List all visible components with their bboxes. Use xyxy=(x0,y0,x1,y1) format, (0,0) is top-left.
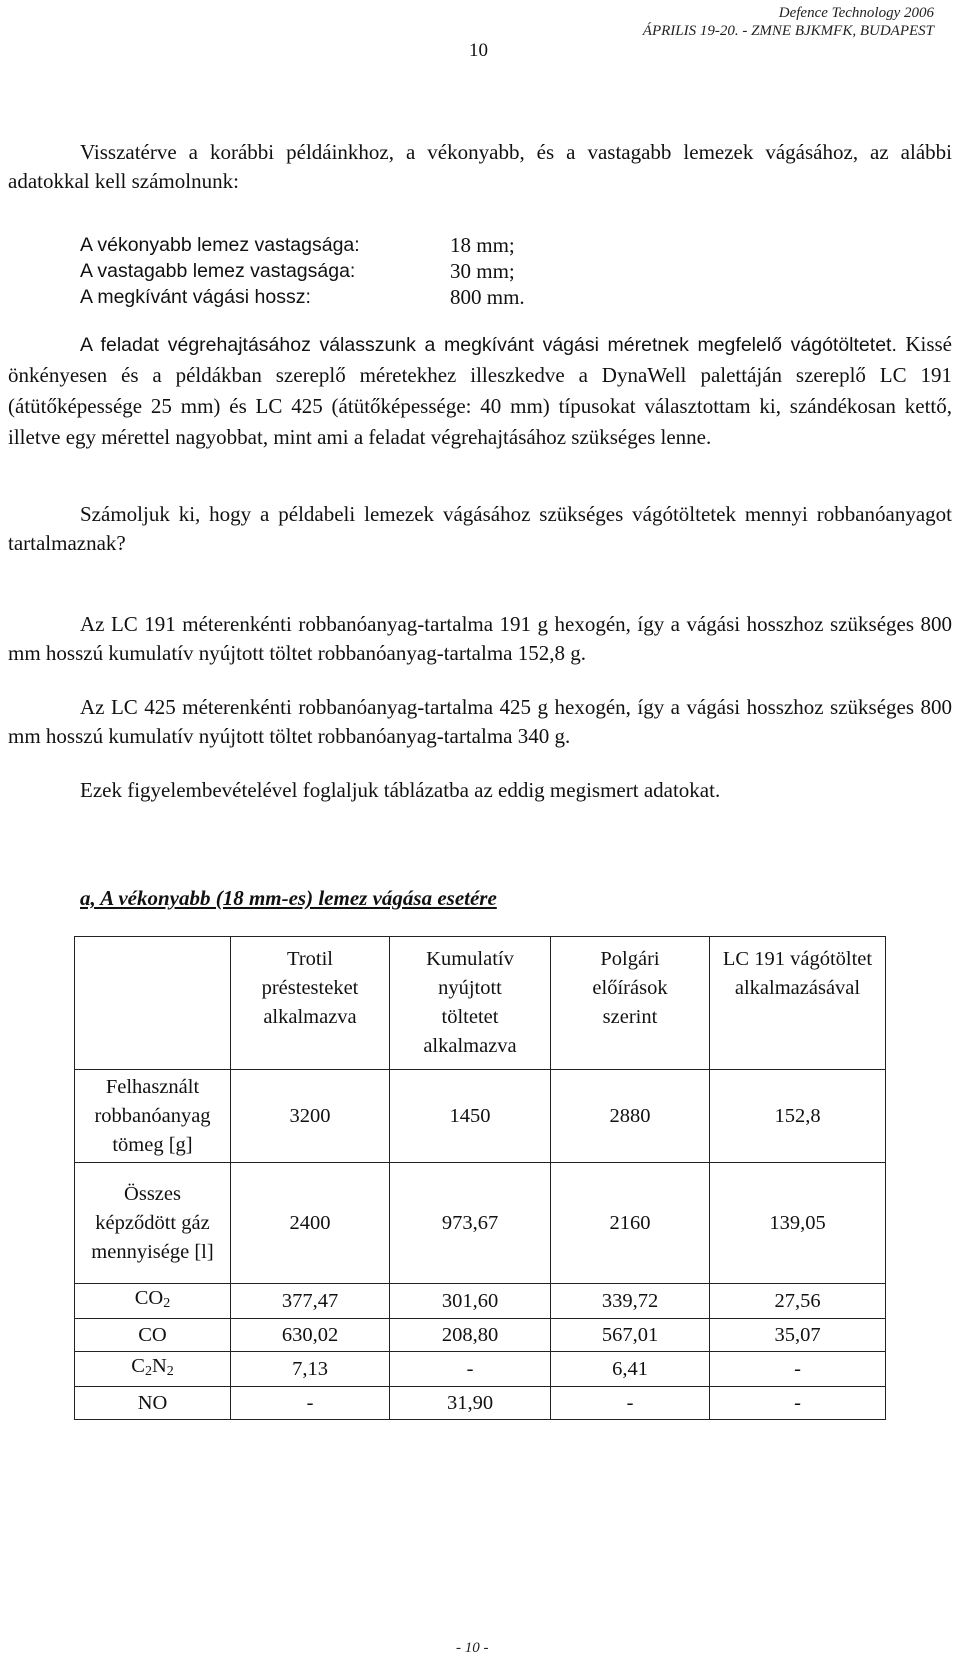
table-row xyxy=(75,1284,886,1319)
running-header xyxy=(643,4,934,40)
table-cell: 6,41 xyxy=(551,1352,710,1387)
dimension-row xyxy=(80,284,525,310)
dimension-label: A megkívánt vágási hossz: xyxy=(80,286,311,308)
intro-paragraph: Visszatérve a korábbi példáinkhoz, a vékonyabb, és a vastagabb lemezek vágásához, az alábbi adatokkal kell számolnunk: xyxy=(8,140,952,193)
column-header: Polgári előírások szerint xyxy=(551,937,710,1070)
dimension-value: 30 mm; xyxy=(450,259,515,283)
row-header: NO xyxy=(75,1387,231,1420)
table-cell: - xyxy=(390,1352,551,1387)
table-cell: 567,01 xyxy=(551,1319,710,1352)
table-row xyxy=(75,1352,886,1387)
dimension-row xyxy=(80,232,525,258)
dimension-label: A vékonyabb lemez vastagsága: xyxy=(80,234,360,256)
table-row xyxy=(75,1319,886,1352)
column-header: LC 191 vágótöltet alkalmazásával xyxy=(710,937,886,1070)
column-header: Kumulatív nyújtott töltetet alkalmazva xyxy=(390,937,551,1070)
table-cell: 2160 xyxy=(551,1163,710,1284)
section-title: a, A vékonyabb (18 mm-es) lemez vágása esetére xyxy=(80,886,497,910)
table-row xyxy=(75,1070,886,1163)
dimension-row xyxy=(80,258,525,284)
lc425-paragraph: Az LC 425 méterenkénti robbanóanyag-tartalma 425 g hexogén, így a vágási hosszhoz szükséges 800 mm hosszú kumulatív nyújtott töltet robbanóanyag-tartalma 340 g. xyxy=(8,695,952,748)
lc191-paragraph: Az LC 191 méterenkénti robbanóanyag-tartalma 191 g hexogén, így a vágási hosszhoz szükséges 800 mm hosszú kumulatív nyújtott töltet robbanóanyag-tartalma 152,8 g. xyxy=(8,612,952,665)
conference-date-place: ÁPRILIS 19-20. - ZMNE BJKMFK, BUDAPEST xyxy=(642,23,934,39)
row-header: Összes képződött gáz mennyisége [l] xyxy=(75,1163,231,1284)
table-cell: 3200 xyxy=(231,1070,390,1163)
summary-paragraph: Ezek figyelembevételével foglaljuk táblázatba az eddig megismert adatokat. xyxy=(80,778,721,802)
table-cell: 1450 xyxy=(390,1070,551,1163)
data-table xyxy=(74,936,886,1420)
footer-page-number: - 10 - xyxy=(456,1640,489,1656)
table-cell: 35,07 xyxy=(710,1319,886,1352)
table-cell: - xyxy=(551,1387,710,1420)
table-cell: 339,72 xyxy=(551,1284,710,1319)
table-cell: 27,56 xyxy=(710,1284,886,1319)
choose-text-part1: A feladat végrehajtásához válasszunk a megkívánt vágási méretnek megfelelő vágótöltetet. xyxy=(80,334,897,356)
dimension-value: 18 mm; xyxy=(450,233,515,257)
table-cell: 630,02 xyxy=(231,1319,390,1352)
row-header: $CO_2$ xyxy=(75,1284,231,1319)
table-cell: 152,8 xyxy=(710,1070,886,1163)
table-header-row xyxy=(75,937,886,1070)
choose-paragraph xyxy=(8,329,952,453)
table-cell: - xyxy=(710,1387,886,1420)
table-corner-cell xyxy=(75,937,231,1070)
conference-name: Defence Technology 2006 xyxy=(778,5,934,21)
table-cell: - xyxy=(710,1352,886,1387)
table-cell: 2880 xyxy=(551,1070,710,1163)
choose-text-part2: Kissé önkényesen és a példákban szereplő méretekhez illeszkedve a DynaWell xyxy=(8,332,952,387)
row-header: CO xyxy=(75,1319,231,1352)
choose-text-part3: palettáján szereplő LC 191 (átütőképessége 25 mm) és LC 425 (átütőképessége: 40 mm) típusokat választottam ki, szándékosan kettő, illetve egy mérettel nagyobbat, mint ami a feladat végrehajtásához szükséges lenne. xyxy=(8,363,952,449)
row-header: Felhasznált robbanóanyag tömeg [g] xyxy=(75,1070,231,1163)
table-cell: 973,67 xyxy=(390,1163,551,1284)
table-cell: 377,47 xyxy=(231,1284,390,1319)
dimension-value: 800 mm. xyxy=(450,285,525,309)
table-cell: 31,90 xyxy=(390,1387,551,1420)
column-header: Trotil préstesteket alkalmazva xyxy=(231,937,390,1070)
table-row xyxy=(75,1163,886,1284)
header-page-number: 10 xyxy=(469,40,488,61)
row-header: $C_2N_2$ xyxy=(75,1352,231,1387)
table-cell: 301,60 xyxy=(390,1284,551,1319)
table-row xyxy=(75,1387,886,1420)
table-cell: 2400 xyxy=(231,1163,390,1284)
question-paragraph: Számoljuk ki, hogy a példabeli lemezek vágásához szükséges vágótöltetek mennyi robbanóanyagot tartalmaznak? xyxy=(8,502,952,555)
table-cell: 7,13 xyxy=(231,1352,390,1387)
table-cell: 139,05 xyxy=(710,1163,886,1284)
dimension-list xyxy=(80,232,525,310)
table-cell: - xyxy=(231,1387,390,1420)
dimension-label: A vastagabb lemez vastagsága: xyxy=(80,260,356,282)
table-cell: 208,80 xyxy=(390,1319,551,1352)
